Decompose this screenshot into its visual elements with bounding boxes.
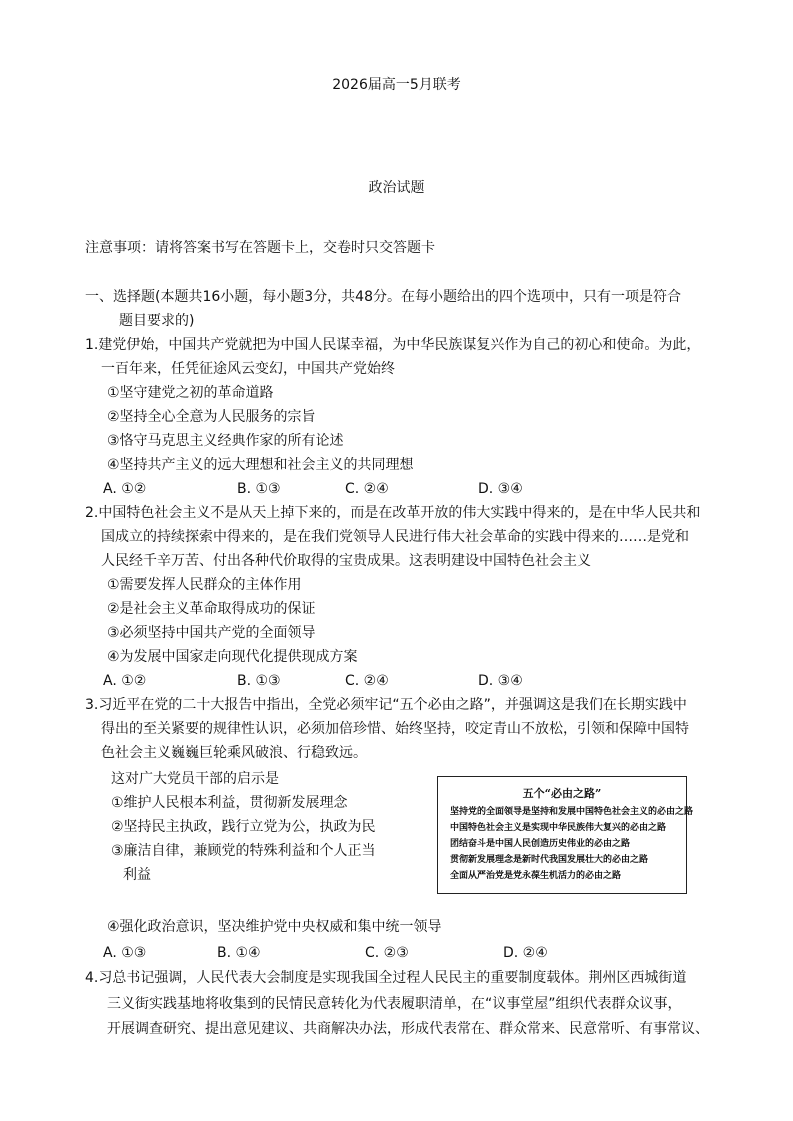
exam-title: 2026届高一5月联考 — [332, 77, 461, 93]
section-heading-cont: 题目要求的) — [119, 313, 195, 329]
option-b: B. ①③ — [237, 481, 281, 497]
q1-options — [103, 479, 663, 499]
q2-stem: 国成立的持续探索中得来的，是在我们党领导人民进行伟大社会革命的实践中得来的……是党和 — [101, 529, 689, 545]
five-paths-line: 中国特色社会主义是实现中华民族伟大复兴的必由之路 — [450, 823, 667, 833]
section-heading: 一、选择题(本题共16小题，每小题3分，共48分。在每小题给出的四个选项中，只有一项是符合 — [85, 289, 681, 305]
five-paths-line: 坚持党的全面领导是坚持和发展中国特色社会主义的必由之路 — [450, 807, 694, 817]
q2-stem: 2.中国特色社会主义不是从天上掉下来的，而是在改革开放的伟大实践中得来的，是在中华人民共和 — [85, 505, 701, 521]
q3-stem: 3.习近平在党的二十大报告中指出，全党必须牢记“五个必由之路”，并强调这是我们在长期实践中 — [85, 697, 687, 713]
q3-item-cont: 利益 — [123, 867, 151, 883]
q3-item: ③廉洁自律，兼顾党的特殊利益和个人正当 — [111, 843, 376, 859]
option-c: C. ②③ — [365, 945, 409, 961]
q3-lead: 这对广大党员干部的启示是 — [111, 771, 279, 787]
q2-item: ②是社会主义革命取得成功的保证 — [107, 601, 316, 617]
q3-stem: 得出的至关紧要的规律性认识，必须加倍珍惜、始终坚持，咬定青山不放松，引领和保障中国特 — [101, 721, 689, 737]
option-d: D. ③④ — [478, 673, 523, 689]
q1-item: ④坚持共产主义的远大理想和社会主义的共同理想 — [107, 457, 414, 473]
q1-item: ③恪守马克思主义经典作家的所有论述 — [107, 433, 344, 449]
q1-stem: 一百年来，任凭征途风云变幻，中国共产党始终 — [101, 361, 395, 377]
q1-stem: 1.建党伊始，中国共产党就把为中国人民谋幸福，为中华民族谋复兴作为自己的初心和使命。为此， — [85, 337, 701, 353]
q3-item: ②坚持民主执政，践行立党为公，执政为民 — [111, 819, 376, 835]
q3-item: ①维护人民根本利益，贯彻新发展理念 — [111, 795, 348, 811]
option-b: B. ①③ — [237, 673, 281, 689]
q3-options — [103, 943, 663, 963]
q2-stem: 人民经千辛万苦、付出各种代价取得的宝贵成果。这表明建设中国特色社会主义 — [101, 553, 591, 569]
q2-item: ④为发展中国家走向现代化提供现成方案 — [107, 649, 358, 665]
q3-stem: 色社会主义巍巍巨轮乘风破浪、行稳致远。 — [101, 745, 367, 761]
q4-stem: 开展调查研究、提出意见建议、共商解决办法，形成代表常在、群众常来、民意常听、有事常议、 — [107, 1021, 709, 1037]
option-a: A. ①② — [103, 673, 147, 689]
notice: 注意事项：请将答案书写在答题卡上，交卷时只交答题卡 — [85, 240, 435, 256]
q3-item: ④强化政治意识，坚决维护党中央权威和集中统一领导 — [107, 919, 442, 935]
q2-options — [103, 671, 663, 691]
five-paths-line: 团结奋斗是中国人民创造历史伟业的必由之路 — [450, 839, 631, 849]
five-paths-line: 贯彻新发展理念是新时代我国发展壮大的必由之路 — [450, 855, 649, 865]
option-d: D. ②④ — [503, 945, 548, 961]
q2-item: ③必须坚持中国共产党的全面领导 — [107, 625, 316, 641]
q1-item: ①坚守建党之初的革命道路 — [107, 385, 274, 401]
five-paths-line: 全面从严治党是党永葆生机活力的必由之路 — [450, 871, 622, 881]
five-paths-box — [437, 776, 694, 894]
option-a: A. ①② — [103, 481, 147, 497]
option-c: C. ②④ — [345, 481, 389, 497]
option-b: B. ①④ — [217, 945, 261, 961]
option-c: C. ②④ — [345, 673, 389, 689]
q4-stem: 三义街实践基地将收集到的民情民意转化为代表履职清单，在“议事堂屋”组织代表群众议事， — [107, 996, 682, 1012]
option-d: D. ③④ — [478, 481, 523, 497]
q4-stem: 4.习总书记强调，人民代表大会制度是实现我国全过程人民民主的重要制度载体。荆州区西城街道 — [85, 970, 687, 986]
q1-item: ②坚持全心全意为人民服务的宗旨 — [107, 409, 316, 425]
subject-title: 政治试题 — [368, 180, 425, 196]
option-a: A. ①③ — [103, 945, 147, 961]
five-paths-title: 五个“必由之路” — [522, 787, 602, 800]
q2-item: ①需要发挥人民群众的主体作用 — [107, 577, 302, 593]
